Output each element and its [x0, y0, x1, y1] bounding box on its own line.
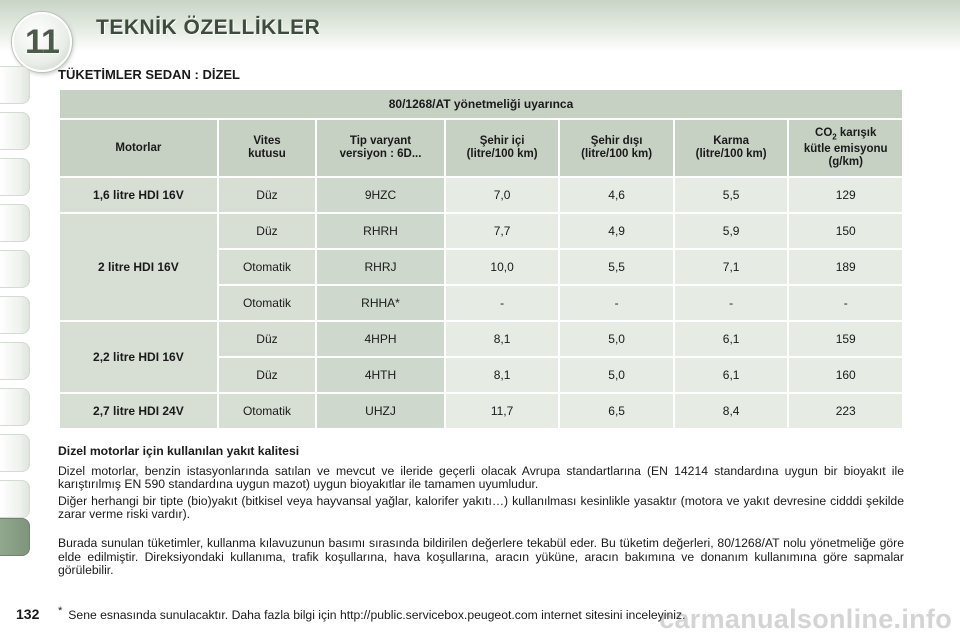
vites-cell: Düz [219, 358, 315, 392]
vites-cell: Otomatik [219, 394, 315, 428]
extra-urban-cell: 4,9 [560, 214, 673, 248]
motor-cell: 1,6 litre HDI 16V [60, 178, 217, 212]
footnote-text: Sene esnasında sunulacaktır. Daha fazla bilgi için http://public.servicebox.peugeot.com internet sitesini inceleyiniz. [68, 608, 686, 623]
combined-cell: - [675, 286, 788, 320]
variant-cell: RHRJ [317, 250, 444, 284]
co2-cell: 223 [789, 394, 902, 428]
consumption-note-paragraph: Burada sunulan tüketimler, kullanma kılavuzunun basımı sırasında bildirilen değerlere tekabül eder. Bu tüketim değerleri, 80/1268/AT nolu yönetmeliğe göre elde edilmiştir. Direksiyondaki kullanıma, trafik koşullarına, hava koşullarına, aracın yüküne, aracın bakımına ve donanım kullanımına göre sapmalar görülebilir. [58, 535, 904, 578]
co2-cell: 159 [789, 322, 902, 356]
variant-cell: 9HZC [317, 178, 444, 212]
city-cell: 7,7 [446, 214, 559, 248]
motor-cell: 2 litre HDI 16V [60, 214, 217, 320]
fuel-quality-paragraph: Dizel motorlar, benzin istasyonlarında satılan ve mevcut ve ileride geçerli olacak Avrupa standartlarına (EN 14214 standardına uygun bir bioyakıt ile karıştırılmış EN 590 standardına uygun mazot) uygun bioyakıtlar ile tamamen uyumludur. [58, 463, 904, 492]
extra-urban-cell: - [560, 286, 673, 320]
vites-cell: Düz [219, 178, 315, 212]
footnote-star: * [58, 605, 63, 617]
fuel-quality-section [58, 445, 904, 581]
vites-cell: Düz [219, 214, 315, 248]
co2-cell: 189 [789, 250, 902, 284]
chapter-tab[interactable] [0, 204, 30, 242]
header-variant: Tip varyant versiyon : 6D... [317, 120, 444, 176]
table-row [60, 214, 902, 248]
chapter-tab[interactable] [0, 158, 30, 196]
fuel-quality-paragraph: Diğer herhangi bir tipte (bio)yakıt (bitkisel veya hayvansal yağlar, kalorifer yakıtı…) kullanılması kesinlikle yasaktır (motora ve yakıt devresine cidddi şekilde zarar verme riski vardır). [58, 493, 904, 522]
chapter-tab[interactable] [0, 250, 30, 288]
combined-cell: 6,1 [675, 358, 788, 392]
motor-cell: 2,2 litre HDI 16V [60, 322, 217, 392]
chapter-tab[interactable] [0, 112, 30, 150]
extra-urban-cell: 5,5 [560, 250, 673, 284]
vites-cell: Otomatik [219, 250, 315, 284]
motor-cell: 2,7 litre HDI 24V [60, 394, 217, 428]
chapter-badge [12, 12, 72, 72]
variant-cell: UHZJ [317, 394, 444, 428]
chapter-tab[interactable] [0, 342, 30, 380]
extra-urban-cell: 4,6 [560, 178, 673, 212]
header-vites: Vites kutusu [219, 120, 315, 176]
city-cell: 11,7 [446, 394, 559, 428]
header-co2: $CO_2$ karışık kütle emisyonu (g/km) [789, 120, 902, 176]
page-number: 132 [16, 606, 40, 622]
city-cell: 8,1 [446, 322, 559, 356]
combined-cell: 6,1 [675, 322, 788, 356]
table-row [60, 178, 902, 212]
section-title: TÜKETİMLER SEDAN : DİZEL [58, 67, 240, 82]
vites-cell: Düz [219, 322, 315, 356]
header-city: Şehir içi (litre/100 km) [446, 120, 559, 176]
variant-cell: 4HTH [317, 358, 444, 392]
variant-cell: 4HPH [317, 322, 444, 356]
chapter-tab[interactable] [0, 480, 30, 518]
variant-cell: RHHA* [317, 286, 444, 320]
header-extra-urban: Şehir dışı (litre/100 km) [560, 120, 673, 176]
consumption-table [58, 88, 904, 430]
extra-urban-cell: 5,0 [560, 358, 673, 392]
table-row [60, 394, 902, 428]
header-combined: Karma (litre/100 km) [675, 120, 788, 176]
city-cell: 8,1 [446, 358, 559, 392]
table-row [60, 322, 902, 356]
co2-cell: 160 [789, 358, 902, 392]
table-caption: 80/1268/AT yönetmeliği uyarınca [60, 90, 902, 118]
combined-cell: 7,1 [675, 250, 788, 284]
combined-cell: 8,4 [675, 394, 788, 428]
vites-cell: Otomatik [219, 286, 315, 320]
chapter-tabs [0, 66, 34, 626]
watermark: carmanualsonline.info [659, 604, 952, 634]
city-cell: 7,0 [446, 178, 559, 212]
extra-urban-cell: 5,0 [560, 322, 673, 356]
variant-cell: RHRH [317, 214, 444, 248]
combined-cell: 5,5 [675, 178, 788, 212]
chapter-title: TEKNİK ÖZELLİKLER [96, 16, 321, 39]
city-cell: - [446, 286, 559, 320]
chapter-tab-active[interactable] [0, 518, 30, 556]
co2-cell: 150 [789, 214, 902, 248]
chapter-number: 11 [25, 22, 59, 61]
city-cell: 10,0 [446, 250, 559, 284]
extra-urban-cell: 6,5 [560, 394, 673, 428]
chapter-tab[interactable] [0, 296, 30, 334]
chapter-tab[interactable] [0, 388, 30, 426]
fuel-quality-title: Dizel motorlar için kullanılan yakıt kalitesi [58, 444, 300, 458]
chapter-tab[interactable] [0, 434, 30, 472]
chapter-tab[interactable] [0, 66, 30, 104]
co2-cell: - [789, 286, 902, 320]
combined-cell: 5,9 [675, 214, 788, 248]
header-motor: Motorlar [60, 120, 217, 176]
co2-cell: 129 [789, 178, 902, 212]
